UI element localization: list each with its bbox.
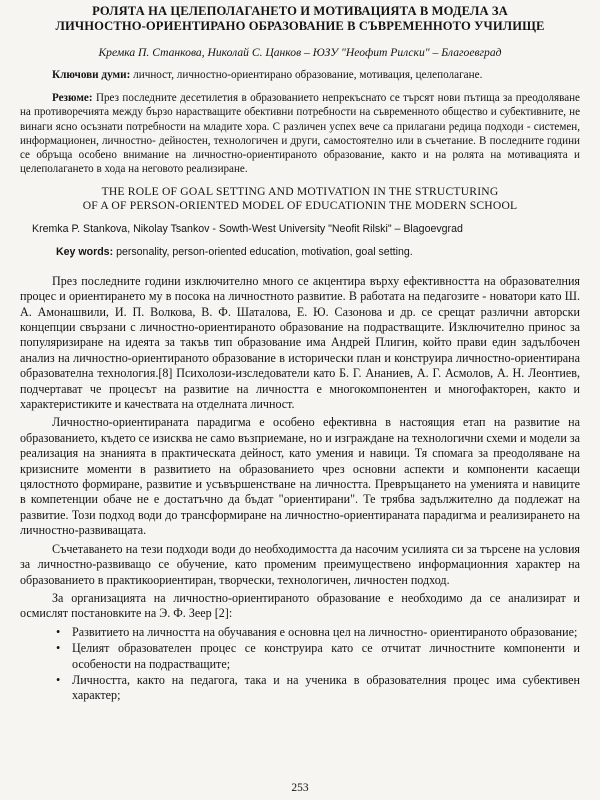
title-bg: [20, 4, 580, 34]
page-number: 253: [291, 782, 309, 794]
keywords-en-label: Key words:: [56, 245, 114, 258]
keywords-bg: [20, 69, 580, 81]
abstract-bg-text: През последните десетилетия в образованието непрекъснато се търсят нови пътища за преодоляване на противоречията между бързо нарастващите обективни потребности на съвременното общество и субективните, не винаги ясно осъзнати потребности на младите хора. С различен успех вече са прилагани редица подходи - системен, информационен, личностно- дейностен, технологичен и други, самостоятелно или в съчетание. В последните години се обръща особено внимание на личностно-ориентираното образование, както и на ролята на мотивацията и целеполагането в хода на неговото реализиране.: [20, 92, 580, 176]
body-text: [20, 274, 580, 704]
bullet-icon: •: [56, 641, 61, 656]
authors-bg: Кремка П. Станкова, Николай С. Цанков – ЮЗУ "Неофит Рилски" – Благоевград: [98, 46, 502, 59]
title-en-line-2: OF A OF PERSON-ORIENTED MODEL OF EDUCATIONIN THE MODERN SCHOOL: [82, 198, 518, 212]
title-bg-line-2: ЛИЧНОСТНО-ОРИЕНТИРАНО ОБРАЗОВАНИЕ В СЪВРЕМЕННОТО УЧИЛИЩЕ: [55, 19, 545, 33]
body-paragraph-3: Съчетаването на тези подходи води до необходимостта да насочим усилията си за търсене на условия за личностно-развиващо се обучение, като променим преимуществено информационния характер на образованието в практикоориентиран, творчески, технологичен, личностен подход.: [20, 541, 580, 587]
bullet-text: Личността, както на педагога, така и на ученика в образователния процес има субективен характер;: [72, 672, 580, 703]
authors-en: Kremka P. Stankova, Nikolay Tsankov - Sowth-West University "Neofit Rilski" – Blagoevgrad: [32, 222, 463, 235]
body-paragraph-2: Личностно-ориентираната парадигма е особено ефективна в настоящия етап на развитие на образованието, където се изисква не само възприемане, но и изграждане на технологични схеми и модели за реализация на знанията в практическата дейност, като умения и навици. Тя спомага за преодоляване на кризисните моменти в развитието на образованието чрез основни аспекти и компоненти касаещи цялостното формиране, развитие и усъвършенстване на личността. Превръщането на уменията и навиците в компетенции обаче не е достатъчно да бъдат "ориентирани". Те трябва задължително да подлежат на развитие. Този подход води до трансформиране на личностно-ориентираната парадигма и реализирането на личностно-развиващата.: [20, 415, 580, 538]
keywords-en: [20, 246, 580, 258]
body-paragraph-1: През последните години изключително много се акцентира върху ефективността на образователния процес и ориентирането му в посока на личностното развитие. В работата на педагозите - новатори като Ш. А. Амонашвили, И. П. Волкова, В. Ф. Шаталова, Е. Ю. Сазонова и др. се срещат различни авторски концепции свързани с личностно-ориентираното образование на подрастващите. Изключително принос за популяризиране на идеята за такъв тип образование има Андрей Плигин, който прави един задълбочен анализ на личностно-ориентираното образование в исторически план и конструира личностно-ориентирана образователна технология.[8] Психолози-изследователи като Б. Г. Ананиев, А. Г. Асмолов, А. Н. Леонтиев, подчертават че процесът на развитие на личността е многокомпонентен и многофакторен, както и характеристиките и качествата на отделната личност.: [20, 273, 580, 412]
bullet-text: Целият образователен процес се конструира като се отчитат личностните компоненти и особености на подрастващите;: [72, 641, 580, 671]
abstract-bg-label: Резюме:: [52, 92, 93, 104]
keywords-bg-text: личност, личностно-ориентирано образование, мотивация, целеполагане.: [133, 69, 483, 81]
bullet-text: Развитието на личността на обучавания е основна цел на личностно- ориентираното образование;: [72, 624, 578, 639]
title-en: [20, 185, 580, 213]
keywords-bg-label: Ключови думи:: [52, 69, 131, 81]
bullet-item: [56, 673, 580, 704]
bullet-item: [56, 641, 580, 672]
title-bg-line-1: РОЛЯТА НА ЦЕЛЕПОЛАГАНЕТО И МОТИВАЦИЯТА В МОДЕЛА ЗА: [92, 4, 508, 18]
keywords-en-text: personality, person-oriented education, motivation, goal setting.: [116, 245, 413, 258]
abstract-bg: [20, 91, 580, 177]
bullet-icon: •: [56, 672, 61, 687]
title-en-line-1: THE ROLE OF GOAL SETTING AND MOTIVATION IN THE STRUCTURING: [101, 184, 499, 198]
bullet-list: [20, 625, 580, 704]
body-paragraph-4: За организацията на личностно-ориентираното образование е необходимо да се анализират и осмислят постановките на Э. Ф. Зеер [2]:: [20, 590, 580, 621]
bullet-icon: •: [56, 624, 61, 639]
bullet-item: [56, 625, 580, 640]
